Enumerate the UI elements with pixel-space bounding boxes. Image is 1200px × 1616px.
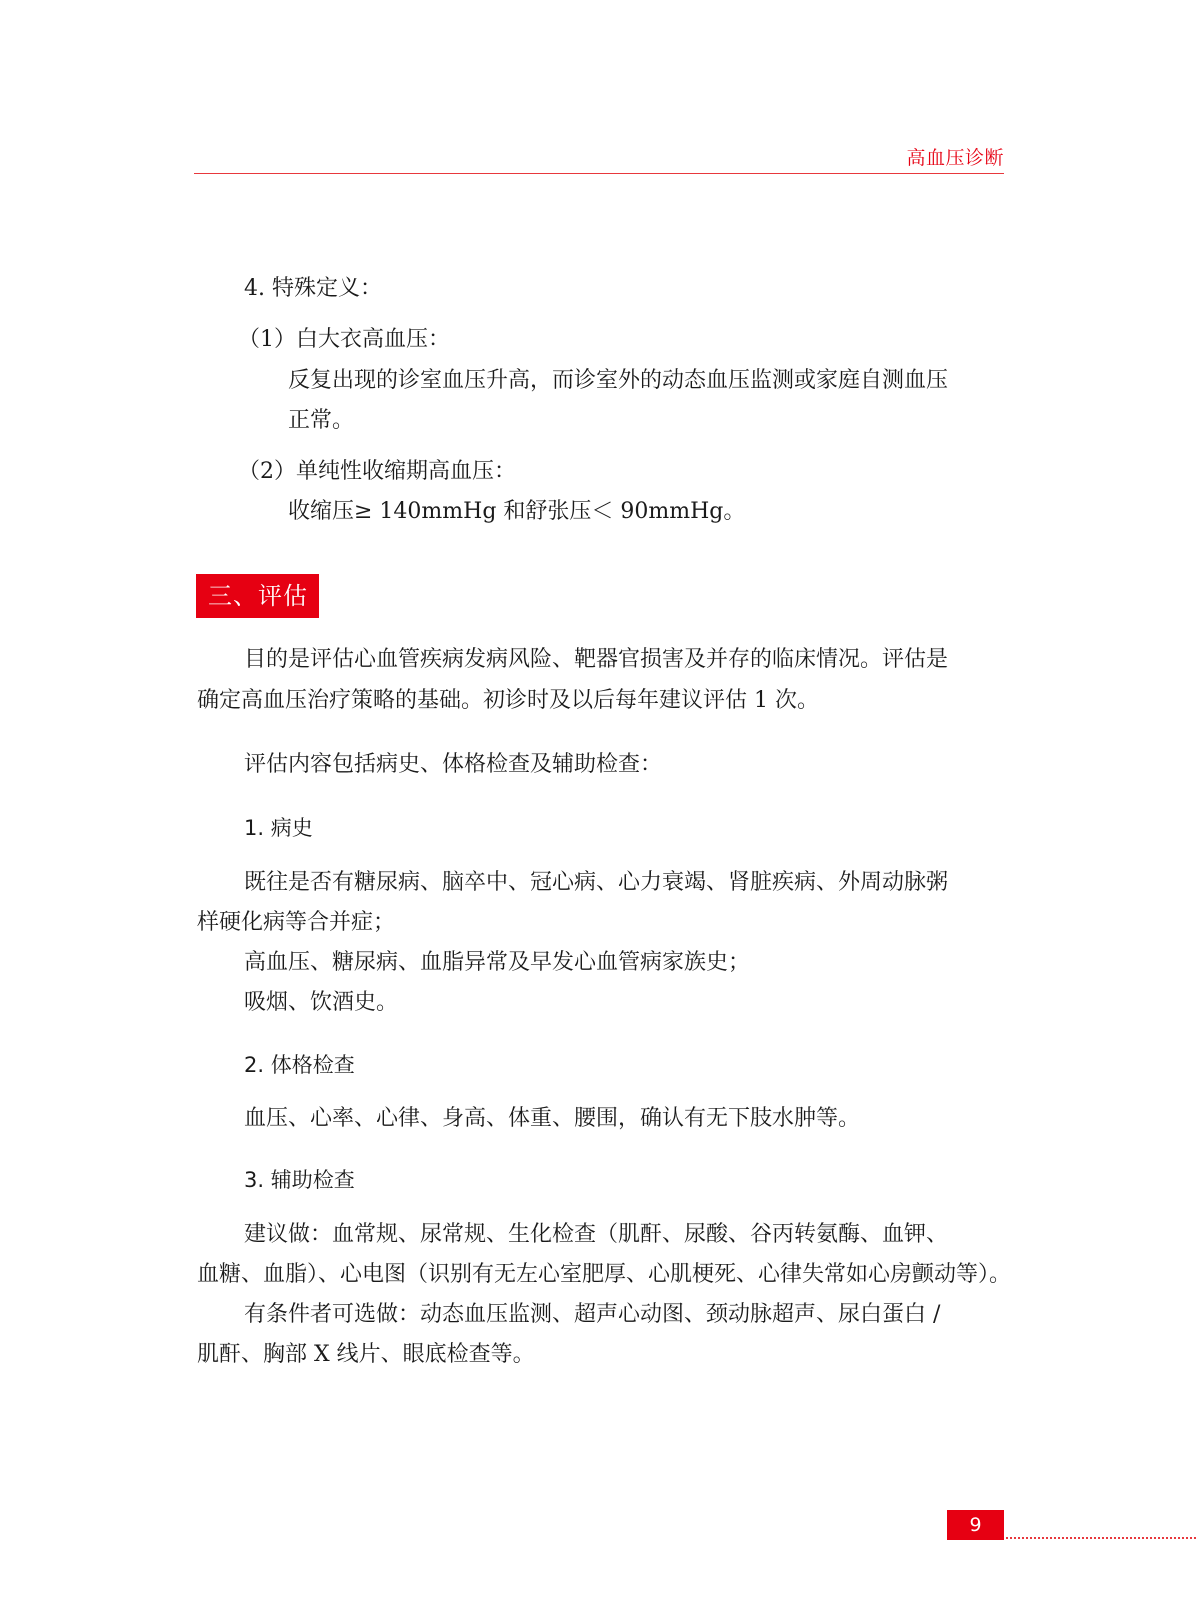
assessment-contents: 评估内容包括病史、体格检查及辅助检查： xyxy=(244,752,663,777)
auxiliary-line2: 血糖、血脂）、心电图（识别有无左心室肥厚、心肌梗死、心律失常如心房颤动等）。 xyxy=(197,1262,1012,1287)
assessment-intro-line1: 目的是评估心血管疾病发病风险、靶器官损害及并存的临床情况。评估是 xyxy=(244,647,949,672)
white-coat-title: （1）白大衣高血压： xyxy=(238,327,450,352)
running-header-title: 高血压诊断 xyxy=(906,147,1004,169)
white-coat-body-line2: 正常。 xyxy=(288,408,355,433)
page-number-dotted-rule xyxy=(1006,1537,1196,1539)
page-number: 9 xyxy=(947,1510,1004,1540)
assessment-intro-line2: 确定高血压治疗策略的基础。初诊时及以后每年建议评估 1 次。 xyxy=(197,688,819,713)
auxiliary-line4: 肌酐、胸部 X 线片、眼底检查等。 xyxy=(197,1342,535,1367)
history-line3: 高血压、糖尿病、血脂异常及早发心血管病家族史； xyxy=(244,950,751,975)
white-coat-body-line1: 反复出现的诊室血压升高，而诊室外的动态血压监测或家庭自测血压 xyxy=(288,368,949,393)
isolated-systolic-title: （2）单纯性收缩期高血压： xyxy=(238,459,516,484)
history-heading: 1. 病史 xyxy=(244,816,313,840)
history-line1: 既往是否有糖尿病、脑卒中、冠心病、心力衰竭、肾脏疾病、外周动脉粥 xyxy=(244,870,949,895)
physical-line1: 血压、心率、心律、身高、体重、腰围，确认有无下肢水肿等。 xyxy=(244,1106,861,1131)
history-line4: 吸烟、饮酒史。 xyxy=(244,990,399,1015)
auxiliary-line1: 建议做：血常规、尿常规、生化检查（肌酐、尿酸、谷丙转氨酶、血钾、 xyxy=(244,1222,949,1247)
auxiliary-heading: 3. 辅助检查 xyxy=(244,1168,355,1192)
special-definitions-heading: 4. 特殊定义： xyxy=(244,276,382,301)
isolated-systolic-body: 收缩压≥ 140mmHg 和舒张压＜ 90mmHg。 xyxy=(288,499,746,524)
history-line2: 样硬化病等合并症； xyxy=(197,910,396,935)
physical-heading: 2. 体格检查 xyxy=(244,1053,355,1077)
section-badge-assessment: 三、评估 xyxy=(196,574,319,618)
auxiliary-line3: 有条件者可选做：动态血压监测、超声心动图、颈动脉超声、尿白蛋白 / xyxy=(244,1302,941,1327)
running-header xyxy=(194,141,1004,174)
